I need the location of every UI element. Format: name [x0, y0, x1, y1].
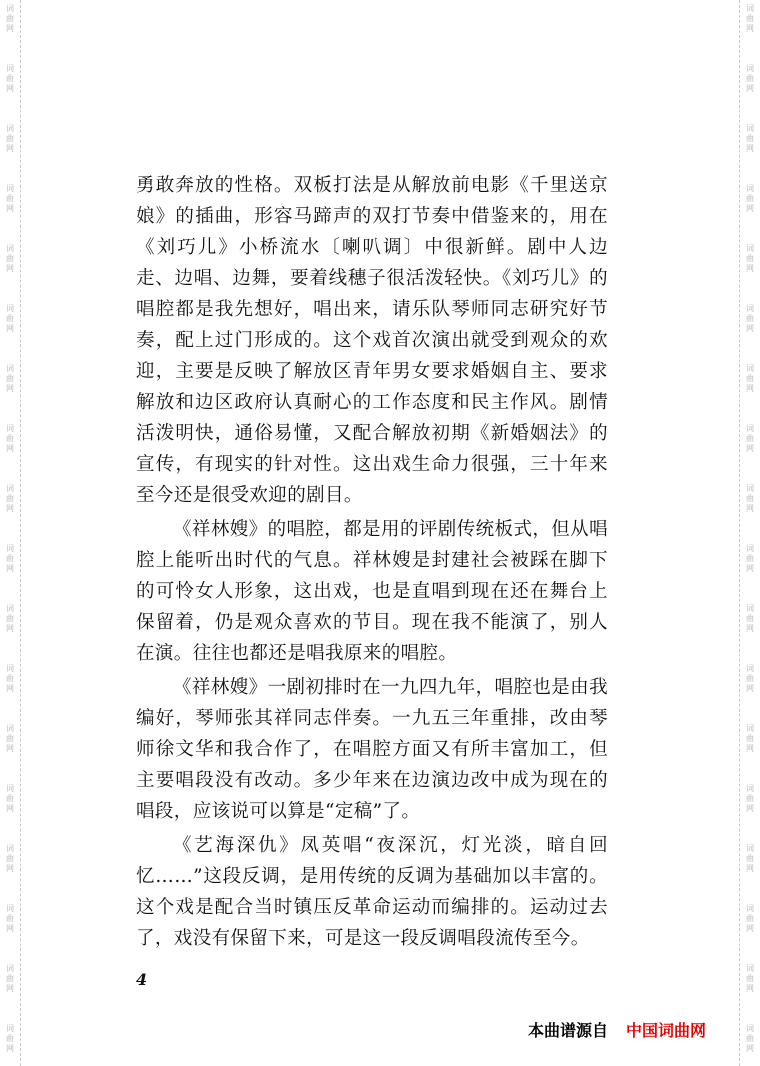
- footer-brand-link[interactable]: 中国词曲网: [626, 1021, 707, 1040]
- paragraph: 《祥林嫂》一剧初排时在一九四九年，唱腔也是由我编好，琴师张其祥同志伴奏。一九五三年重排，改由琴师徐文华和我合作了，在唱腔方面又有所丰富加工，但主要唱段没有改动。多少年来在边演边改中成为现在的唱段，应该说可以算是“定稿”了。: [136, 677, 608, 822]
- watermark-text: 词 曲 网: [746, 64, 754, 93]
- watermark-text: 词 曲 网: [746, 4, 754, 33]
- paragraph: 《艺海深仇》凤英唱“夜深沉，灯光淡，暗自回忆……”这段反调，是用传统的反调为基础加以丰富的。这个戏是配合当时镇压反革命运动而编排的。运动过去了，戏没有保留下来，可是这一段反调唱段流传至今。: [136, 835, 608, 949]
- watermark-text: 词 曲 网: [6, 964, 14, 993]
- watermark-text: 词 曲 网: [746, 184, 754, 213]
- watermark-text: 词 曲 网: [746, 604, 754, 633]
- body-text: [136, 170, 608, 957]
- watermark-text: 词 曲 网: [746, 724, 754, 753]
- watermark-text: 词 曲 网: [746, 544, 754, 573]
- watermark-text: 词 曲 网: [6, 1024, 14, 1053]
- watermark-text: 词 曲 网: [6, 304, 14, 333]
- watermark-text: 词 曲 网: [6, 844, 14, 873]
- watermark-text: 词 曲 网: [6, 184, 14, 213]
- watermark-text: 词 曲 网: [746, 964, 754, 993]
- source-footer: [528, 1018, 706, 1041]
- watermark-text: 词 曲 网: [6, 124, 14, 153]
- watermark-text: 词 曲 网: [746, 244, 754, 273]
- page-number: 4: [136, 970, 148, 989]
- watermark-text: 词 曲 网: [6, 364, 14, 393]
- footer-prefix: 本曲谱源自: [528, 1021, 609, 1040]
- watermark-text: 词 曲 网: [746, 484, 754, 513]
- watermark-text: 词 曲 网: [746, 124, 754, 153]
- watermark-text: 词 曲 网: [746, 784, 754, 813]
- watermark-text: 词 曲 网: [746, 904, 754, 933]
- watermark-text: 词 曲 网: [6, 724, 14, 753]
- watermark-text: 词 曲 网: [6, 784, 14, 813]
- watermark-text: 词 曲 网: [6, 544, 14, 573]
- watermark-text: 词 曲 网: [6, 244, 14, 273]
- watermark-text: 词 曲 网: [6, 484, 14, 513]
- watermark-text: 词 曲 网: [746, 1024, 754, 1053]
- watermark-text: 词 曲 网: [6, 4, 14, 33]
- watermark-text: 词 曲 网: [6, 604, 14, 633]
- watermark-text: 词 曲 网: [6, 64, 14, 93]
- paragraph: 《祥林嫂》的唱腔，都是用的评剧传统板式，但从唱腔上能听出时代的气息。祥林嫂是封建社会被踩在脚下的可怜女人形象，这出戏，也是直唱到现在还在舞台上保留着，仍是观众喜欢的节目。现在我不能演了，别人在演。往往也都还是唱我原来的唱腔。: [136, 519, 608, 664]
- watermark-text: 词 曲 网: [746, 364, 754, 393]
- left-margin-watermark-strip: [0, 0, 21, 1066]
- watermark-text: 词 曲 网: [6, 424, 14, 453]
- watermark-text: 词 曲 网: [746, 664, 754, 693]
- paragraph: 勇敢奔放的性格。双板打法是从解放前电影《千里送京娘》的插曲，形容马蹄声的双打节奏中借鉴来的，用在《刘巧儿》小桥流水〔喇叭调〕中很新鲜。剧中人边走、边唱、边舞，要着线穗子很活泼轻快。《刘巧儿》的唱腔都是我先想好，唱出来，请乐队琴师同志研究好节奏，配上过门形成的。这个戏首次演出就受到观众的欢迎，主要是反映了解放区青年男女要求婚姻自主、要求解放和边区政府认真耐心的工作态度和民主作风。剧情活泼明快，通俗易懂，又配合解放初期《新婚姻法》的宣传，有现实的针对性。这出戏生命力很强，三十年来至今还是很受欢迎的剧目。: [136, 175, 608, 506]
- right-margin-watermark-strip: [739, 0, 760, 1066]
- watermark-text: 词 曲 网: [746, 424, 754, 453]
- watermark-text: 词 曲 网: [6, 664, 14, 693]
- watermark-text: 词 曲 网: [746, 844, 754, 873]
- watermark-text: 词 曲 网: [6, 904, 14, 933]
- watermark-text: 词 曲 网: [746, 304, 754, 333]
